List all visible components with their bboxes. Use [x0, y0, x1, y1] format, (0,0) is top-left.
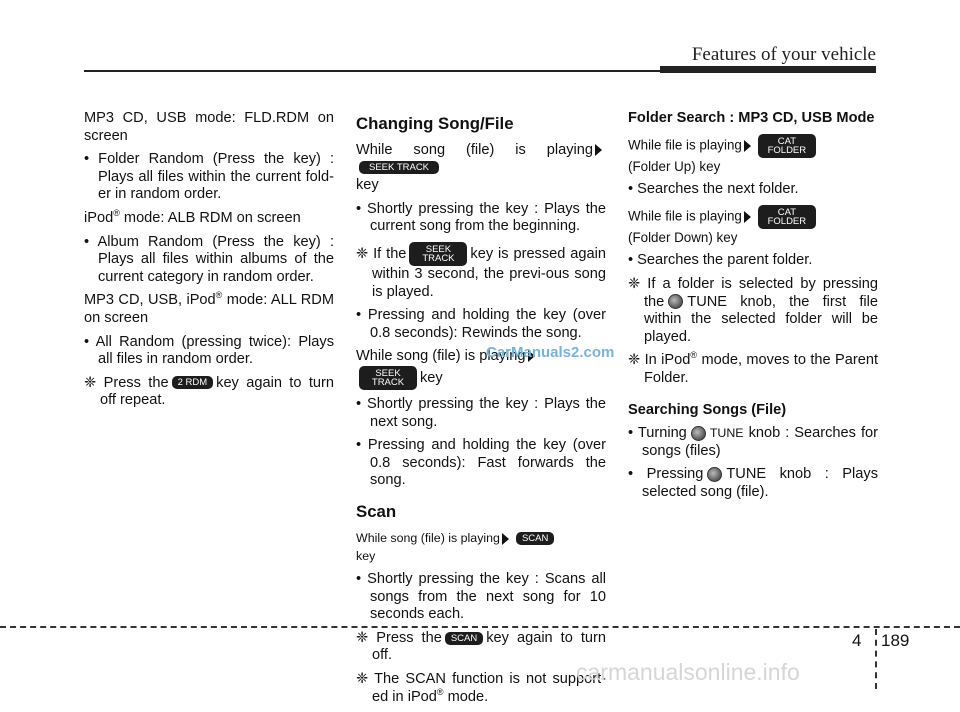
- bullet-item: • Shortly pressing the key : Plays the next song.: [356, 395, 606, 430]
- chapter-number: 4: [852, 631, 862, 650]
- text-paragraph: While song (file) is playingSEEK TRACK key: [356, 142, 606, 195]
- note-item: ❈ The SCAN function is not support-ed in iPod® mode.: [356, 671, 606, 705]
- bullet-item: • Album Random (Press the key) : Plays all files within albums of the current category in random order.: [84, 233, 334, 285]
- text-paragraph: While file is playing CAT FOLDER (Folder Down) key: [628, 205, 878, 247]
- footer-rule: [0, 626, 960, 628]
- tune-knob-icon: [691, 426, 706, 441]
- bullet-item: • Turning TUNE knob : Searches for songs (files): [628, 425, 878, 459]
- arrow-right-icon: [744, 140, 751, 152]
- cat-folder-down-icon: CAT FOLDER: [758, 205, 816, 229]
- scan-button-icon: SCAN: [516, 532, 554, 545]
- arrow-right-icon: [502, 533, 509, 545]
- registered-mark: ®: [690, 350, 698, 361]
- column-middle: [356, 110, 606, 712]
- column-left: [84, 110, 334, 416]
- page-number: 189: [881, 631, 910, 650]
- tune-knob-icon: [707, 467, 722, 482]
- carmanuals-watermark: CarManuals2.com: [486, 344, 615, 361]
- site-watermark: carmanualsonline.info: [576, 659, 800, 685]
- page-separator: [875, 629, 877, 689]
- seek-track-down-icon: SEEK TRACK: [409, 242, 467, 266]
- bullet-item: • Pressing and holding the key (over 0.8 seconds): Fast forwards the song.: [356, 437, 606, 489]
- tune-knob-icon: [668, 294, 683, 309]
- header-rule-accent: [660, 66, 876, 73]
- text-paragraph: MP3 CD, USB, iPod® mode: ALL RDM on screen: [84, 290, 334, 326]
- text-paragraph: While file is playing CAT FOLDER (Folder Up) key: [628, 134, 878, 176]
- note-item: ❈ Press the 2 RDM key again to turn off repeat.: [84, 374, 334, 409]
- seek-track-up-icon: SEEK TRACK: [359, 161, 439, 174]
- section-heading-changing-song: Changing Song/File: [356, 114, 514, 133]
- cat-folder-up-icon: CAT FOLDER: [758, 134, 816, 158]
- text-paragraph: iPod® mode: ALB RDM on screen: [84, 208, 301, 226]
- column-right: [628, 110, 878, 508]
- bullet-item: • Pressing TUNE knob : Plays selected song (file).: [628, 466, 878, 500]
- bullet-item: • Searches the parent folder.: [628, 252, 813, 269]
- registered-mark: ®: [436, 686, 444, 697]
- section-heading-scan: Scan: [356, 501, 397, 521]
- text-paragraph: MP3 CD, USB mode: FLD.RDM on screen: [84, 110, 334, 144]
- section-heading-folder-search: Folder Search : MP3 CD, USB Mode: [628, 110, 875, 126]
- section-heading-searching-songs: Searching Songs (File): [628, 401, 787, 418]
- registered-mark: ®: [215, 290, 223, 301]
- bullet-item: • Searches the next folder.: [628, 181, 799, 198]
- note-item: ❈ Press the SCAN key again to turn off.: [356, 629, 606, 664]
- arrow-right-icon: [744, 211, 751, 223]
- registered-mark: ®: [113, 208, 120, 219]
- note-item: ❈ In iPod® mode, moves to the Parent Folder.: [628, 350, 879, 386]
- text-paragraph: While song (file) is playing SCAN key: [356, 530, 606, 565]
- arrow-right-icon: [595, 144, 602, 156]
- note-item: ❈ If the SEEK TRACK key is pressed again within 3 second, the previ-ous song is played.: [356, 243, 606, 300]
- bullet-item: • Folder Random (Press the key) : Plays all files within the current fold-er in random order.: [84, 151, 334, 203]
- bullet-item: • Pressing and holding the key (over 0.8 seconds): Rewinds the song.: [356, 307, 606, 341]
- bullet-item: • Shortly pressing the key : Scans all songs from the next song for 10 seconds each.: [356, 571, 606, 623]
- text-paragraph: While song (file) is playing SEEK TRACK key: [356, 348, 606, 390]
- bullet-item: • Shortly pressing the key : Plays the current song from the beginning.: [356, 200, 606, 235]
- bullet-item: • All Random (pressing twice): Plays all files in random order.: [84, 333, 334, 368]
- note-item: ❈ If a folder is selected by pressing the TUNE knob, the first file within the selected folder will be played.: [628, 275, 878, 345]
- rdm-button-icon: 2 RDM: [172, 376, 214, 389]
- scan-button-icon: SCAN: [445, 632, 483, 645]
- header-title: Features of your vehicle: [691, 44, 876, 65]
- seek-track-up-icon: SEEK TRACK: [359, 366, 417, 390]
- header-rule: [84, 70, 660, 72]
